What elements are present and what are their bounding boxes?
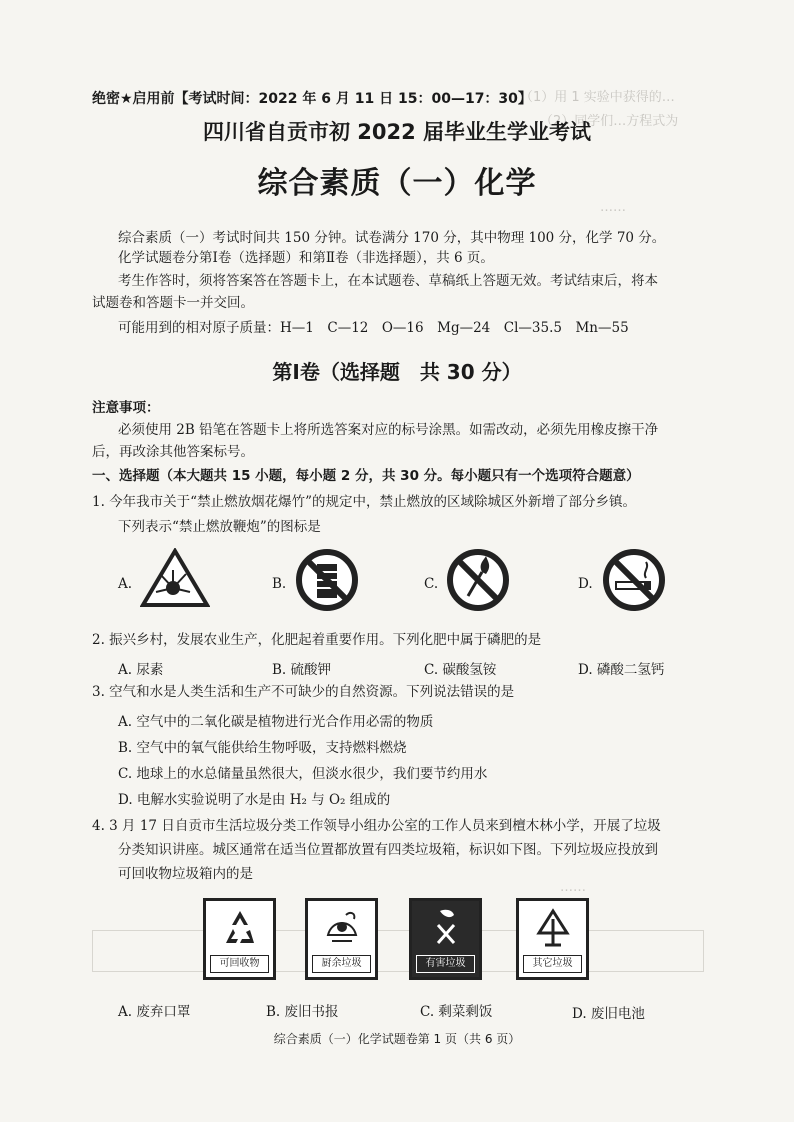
hazardous-waste-icon <box>426 907 466 951</box>
option-label-c: C. <box>424 576 439 592</box>
option-d: D. 废旧电池 <box>572 1006 645 1022</box>
no-smoking-icon <box>602 548 666 612</box>
explosive-warning-icon <box>140 548 210 608</box>
intro-line: 试题卷和答题卡一并交回。 <box>92 295 254 311</box>
bin-label: 有害垃圾 <box>416 955 475 973</box>
option-d: D. 电解水实验说明了水是由 H₂ 与 O₂ 组成的 <box>118 792 391 808</box>
no-matches-icon <box>446 548 510 612</box>
option-d: D. 磷酸二氢钙 <box>578 662 665 678</box>
bin-label: 可回收物 <box>210 955 269 973</box>
option-b: B. 空气中的氧气能供给生物呼吸，支持燃料燃烧 <box>118 740 407 756</box>
option-b: B. 硫酸钾 <box>272 662 332 678</box>
recycle-icon <box>220 907 260 951</box>
question-stem: 2. 振兴乡村，发展农业生产，化肥起着重要作用。下列化肥中属于磷肥的是 <box>92 632 542 648</box>
bin-hazardous <box>409 898 482 980</box>
option-c: C. 碳酸氢铵 <box>424 662 497 678</box>
option-label-d: D. <box>578 576 593 592</box>
intro-line: 综合素质（一）考试时间共 150 分钟。试卷满分 170 分，其中物理 100 分，化学 70 分。 <box>118 230 666 246</box>
bleed-through-table <box>92 930 704 972</box>
exam-title: 四川省自贡市初 2022 届毕业生学业考试 <box>202 120 592 144</box>
bin-recyclable <box>203 898 276 980</box>
intro-line: 考生作答时，须将答案答在答题卡上，在本试题卷、草稿纸上答题无效。考试结束后，将本 <box>118 273 658 289</box>
option-b: B. 废旧书报 <box>266 1004 339 1020</box>
option-a: A. 空气中的二氧化碳是植物进行光合作用必需的物质 <box>118 714 434 730</box>
question-stem: 分类知识讲座。城区通常在适当位置都放置有四类垃圾箱，标识如下图。下列垃圾应投放到 <box>118 842 658 858</box>
option-label-b: B. <box>272 576 287 592</box>
confidential-header: 绝密★启用前【考试时间：2022 年 6 月 11 日 15：00—17：30】 <box>92 91 532 107</box>
question-stem: 3. 空气和水是人类生活和生产不可缺少的自然资源。下列说法错误的是 <box>92 684 515 700</box>
section-title: 第Ⅰ卷（选择题 共 30 分） <box>272 360 522 384</box>
option-c: C. 地球上的水总储量虽然很大，但淡水很少，我们要节约用水 <box>118 766 488 782</box>
bin-label: 厨余垃圾 <box>312 955 371 973</box>
option-c: C. 剩菜剩饭 <box>420 1004 493 1020</box>
question-stem: 4. 3 月 17 日自贡市生活垃圾分类工作领导小组办公室的工作人员来到檀木林小学，开展了垃圾 <box>92 818 661 834</box>
question-stem: 可回收物垃圾箱内的是 <box>118 866 253 882</box>
bin-label: 其它垃圾 <box>523 955 582 973</box>
other-waste-icon <box>533 907 573 951</box>
kitchen-waste-icon <box>322 907 362 951</box>
subject-title: 综合素质（一）化学 <box>257 166 537 201</box>
intro-line: 化学试题卷分第Ⅰ卷（选择题）和第Ⅱ卷（非选择题），共 6 页。 <box>118 250 494 266</box>
bleed-through-text: …… <box>560 880 586 895</box>
page-footer: 综合素质（一）化学试题卷第 1 页（共 6 页） <box>273 1032 521 1046</box>
part-title: 一、选择题（本大题共 15 小题，每小题 2 分，共 30 分。每小题只有一个选项符合题意） <box>92 468 640 484</box>
notice-label: 注意事项： <box>92 400 160 416</box>
bin-other-waste <box>516 898 589 980</box>
bleed-through-text: （2）同学们…方程式为 <box>540 114 679 129</box>
no-firecrackers-icon <box>295 548 359 612</box>
atomic-mass-line: 可能用到的相对原子质量：H—1 C—12 O—16 Mg—24 Cl—35.5 Mn—55 <box>118 320 629 336</box>
option-a: A. 废弃口罩 <box>118 1004 191 1020</box>
notice-line: 后，再改涂其他答案标号。 <box>92 444 254 460</box>
bleed-through-text: （1）用 1 实验中获得的… <box>520 90 675 105</box>
notice-line: 必须使用 2B 铅笔在答题卡上将所选答案对应的标号涂黑。如需改动，必须先用橡皮擦干净 <box>118 422 659 438</box>
option-a: A. 尿素 <box>118 662 164 678</box>
question-stem: 下列表示“禁止燃放鞭炮”的图标是 <box>118 519 321 535</box>
bin-kitchen-waste <box>305 898 378 980</box>
option-label-a: A. <box>118 576 133 592</box>
question-stem: 1. 今年我市关于“禁止燃放烟花爆竹”的规定中，禁止燃放的区域除城区外新增了部分乡镇。 <box>92 494 636 510</box>
bleed-through-text: …… <box>600 200 626 215</box>
